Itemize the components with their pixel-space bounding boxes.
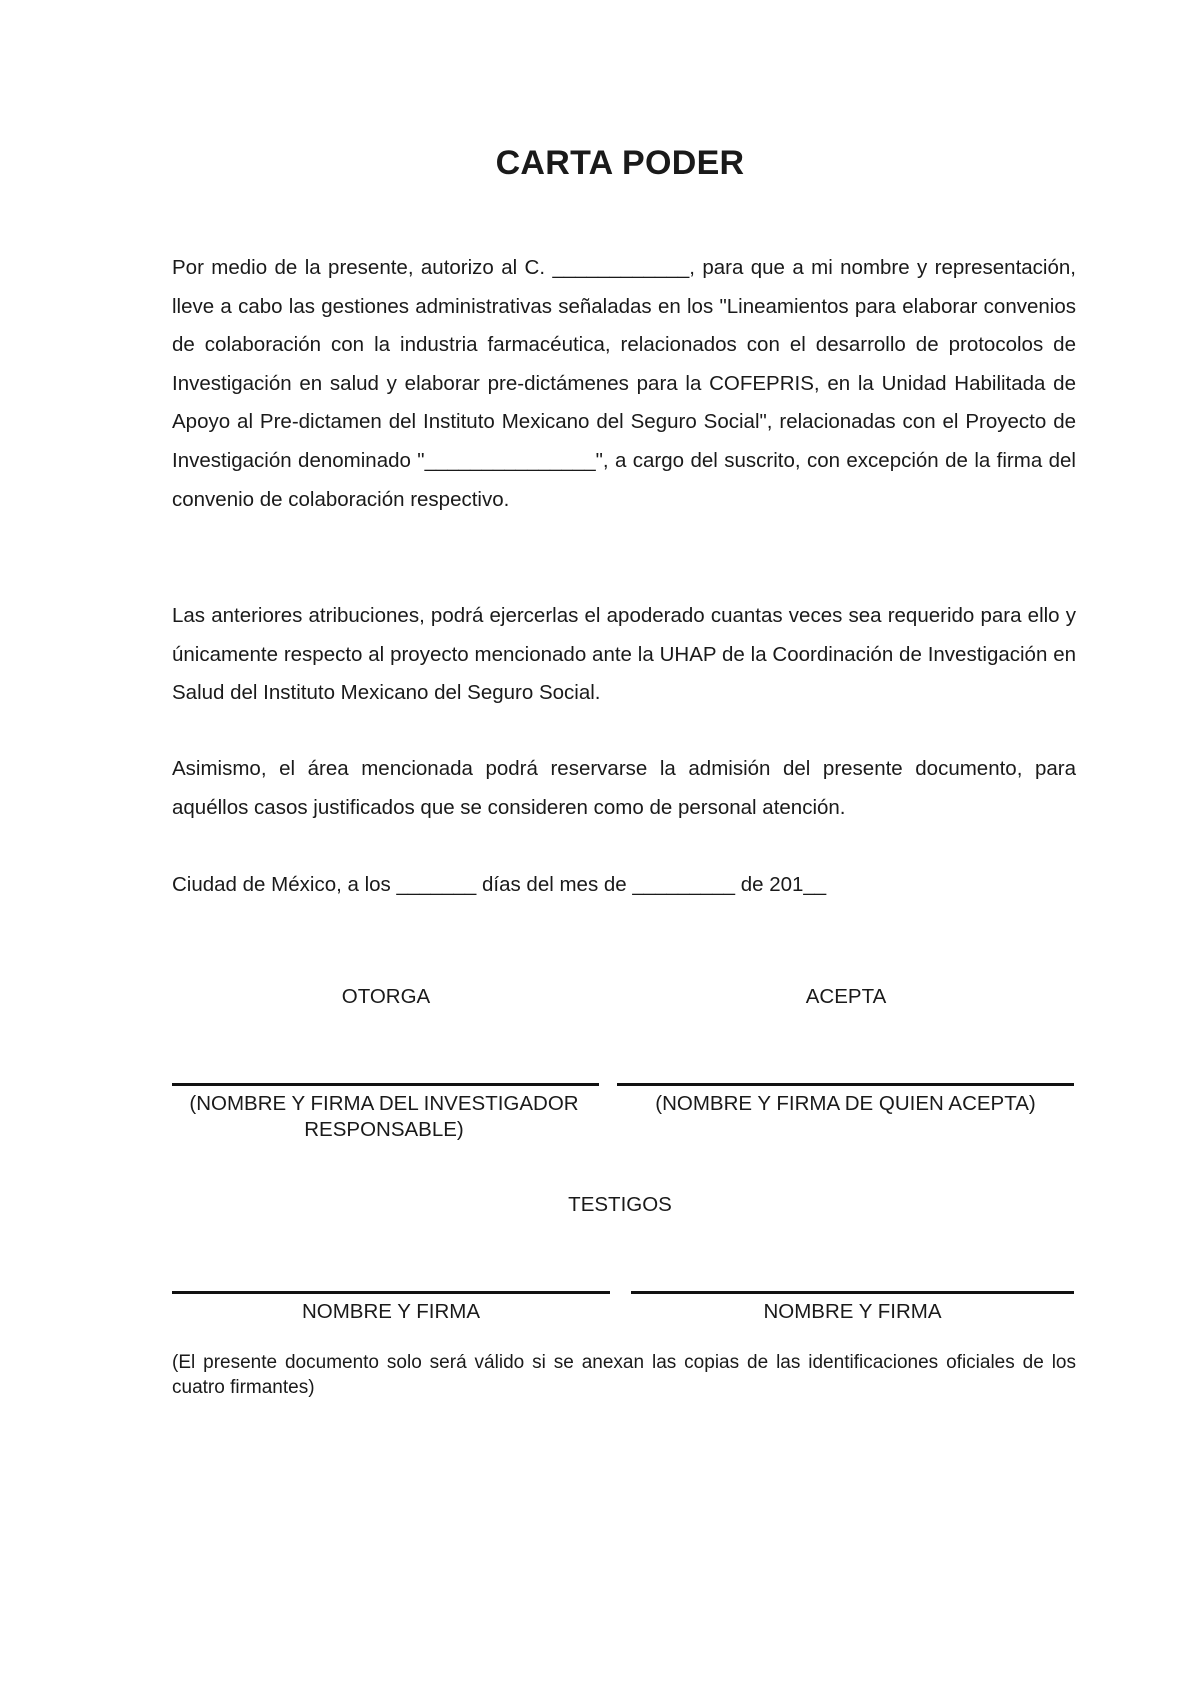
witness-2-signature-line: [631, 1291, 1074, 1294]
otorga-label: OTORGA: [341, 985, 431, 1008]
validity-note: (El presente documento solo será válido si se anexan las copias de las identificaciones oficiales de los cuatro firmantes): [172, 1352, 1076, 1398]
witness-2-caption: NOMBRE Y FIRMA: [763, 1300, 942, 1323]
witness-1-caption: NOMBRE Y FIRMA: [301, 1300, 481, 1323]
date-place-line: Ciudad de México, a los _______ días del mes de _________ de 201__: [172, 873, 827, 896]
testigos-label: TESTIGOS: [568, 1193, 672, 1216]
acepta-label: ACEPTA: [805, 985, 887, 1008]
acepta-signature-line: [617, 1083, 1074, 1086]
acepta-caption: (NOMBRE Y FIRMA DE QUIEN ACEPTA): [655, 1092, 1036, 1115]
reservation-paragraph: Asimismo, el área mencionada podrá reservarse la admisión del presente documento, para aquéllos casos justificados que se consideren como de personal atención.: [172, 757, 1076, 819]
otorga-signature-line: [172, 1083, 599, 1086]
attributions-paragraph: Las anteriores atribuciones, podrá ejercerlas el apoderado cuantas veces sea requerido para ello y únicamente respecto al proyecto mencionado ante la UHAP de la Coordinación de Investigación en Salud del Instituto Mexicano del Seguro Social.: [172, 604, 1076, 705]
authorization-paragraph: Por medio de la presente, autorizo al C. ____________, para que a mi nombre y representación, lleve a cabo las gestiones administrativas señaladas en los "Lineamientos para elaborar convenios de colaboración con la industria farmacéutica, relacionados con el desarrollo de protocolos de Investigación en salud y elaborar pre-dictámenes para la COFEPRIS, en la Unidad Habilitada de Apoyo al Pre-dictamen del Instituto Mexicano del Seguro Social", relacionadas con el Proyecto de Investigación denominado "_______________", a cargo del suscrito, con excepción de la firma del convenio de colaboración respectivo.: [172, 256, 1076, 511]
document-title: CARTA PODER: [495, 144, 745, 182]
otorga-caption: (NOMBRE Y FIRMA DEL INVESTIGADOR RESPONSABLE): [189, 1092, 579, 1141]
witness-1-signature-line: [172, 1291, 610, 1294]
